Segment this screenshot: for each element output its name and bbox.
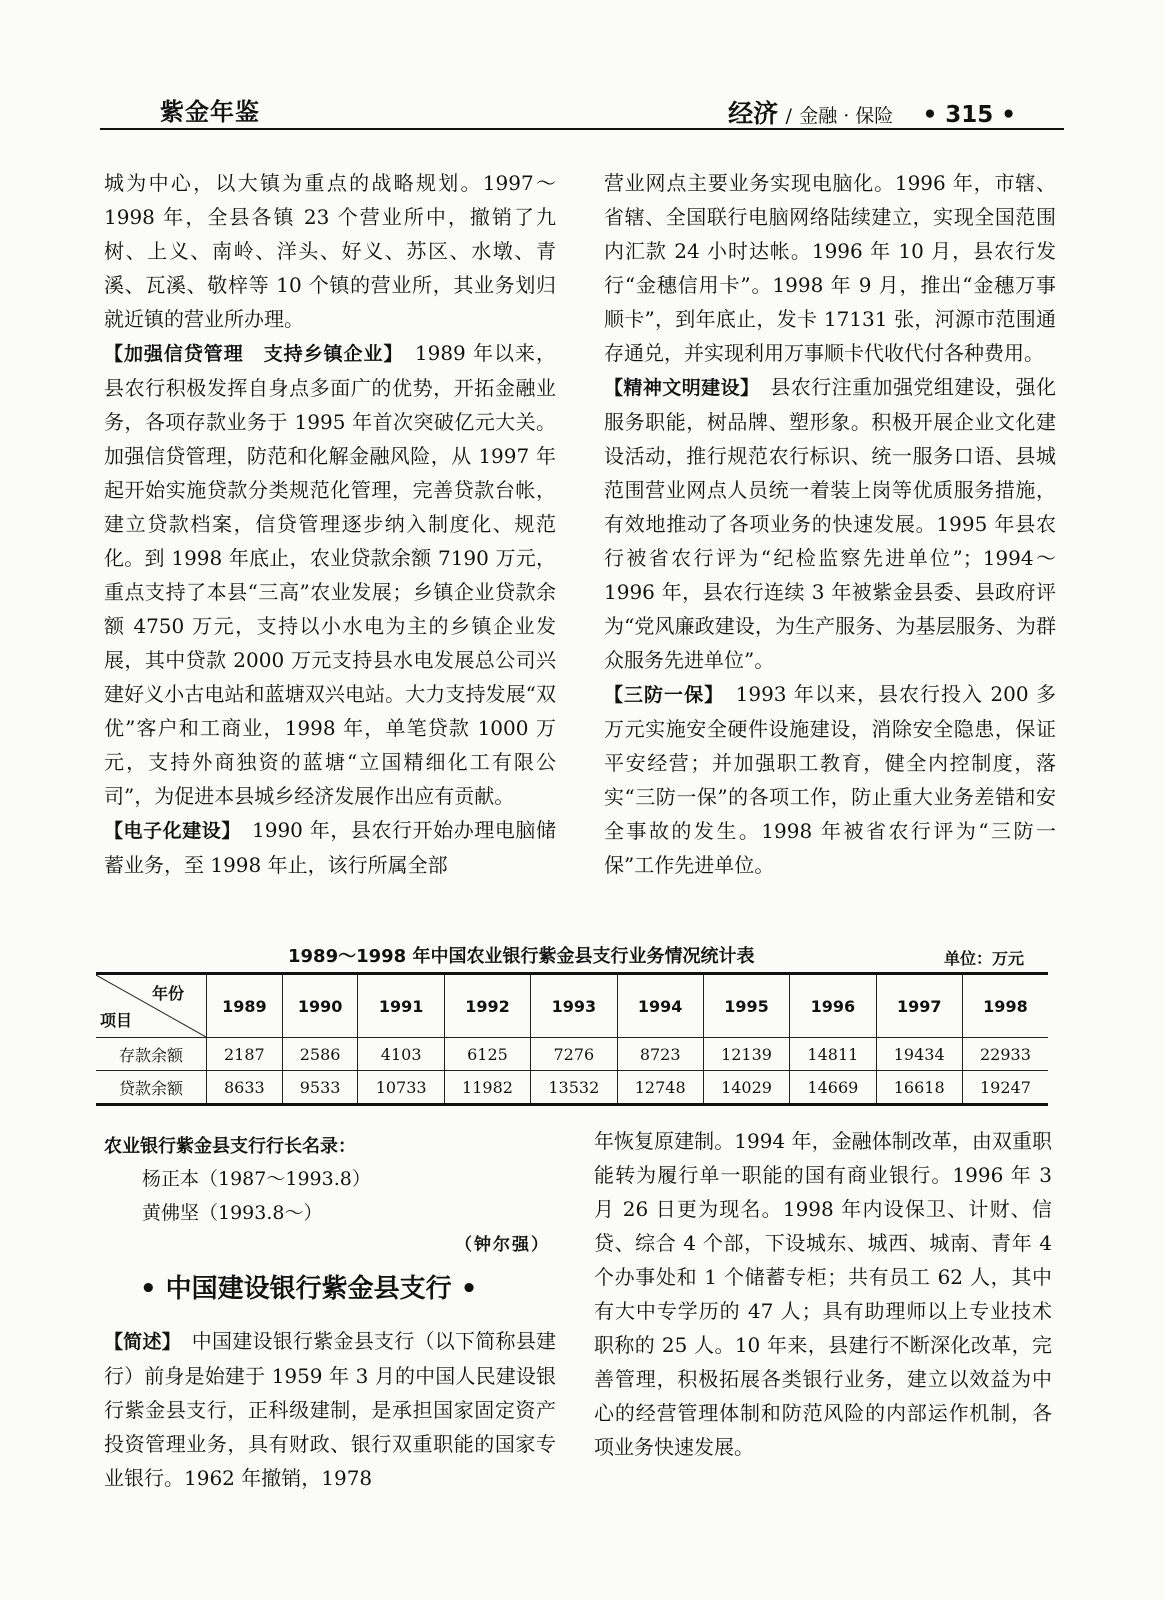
section-main: 经济 [728, 99, 779, 128]
paragraph-text: 1989 年以来，县农行积极发挥自身点多面广的优势，开拓金融业务，各项存款业务于 1995 年首次突破亿元大关。加强信贷管理，防范和化解金融风险，从 1997 年起开始实施贷款分类规范化管理，完善贷款台帐，建立贷款档案，信贷管理逐步纳入制度化、规范化。到 1998 年底止，农业贷款余额 7190 万元，重点支持了本县“三高”农业发展；乡镇企业贷款余额 4750 万元，支持以小水电为主的乡镇企业发展，其中贷款 2000 万元支持县水电发展总公司兴建好义小古电站和蓝塘双兴电站。大力支持发展“双优”客户和工商业，1998 年，单笔贷款 1000 万元，支持外商独资的蓝塘“立国精细化工有限公司”，为促进本县城乡经济发展作出应有贡献。 [104, 341, 556, 808]
header-rule [100, 128, 1064, 130]
author-credit: （钟尔强） [455, 1235, 550, 1255]
paragraph-heading: 【简述】 [104, 1331, 172, 1353]
year-header: 1992 [444, 974, 530, 1038]
roster-title: 农业银行紫金县支行行长名录： [104, 1136, 356, 1157]
roster-list [142, 1162, 371, 1230]
table-corner-cell [96, 974, 207, 1038]
table-unit: 单位：万元 [944, 949, 1025, 968]
left-column [104, 166, 556, 882]
section-title: • 中国建设银行紫金县支行 • [140, 1274, 478, 1304]
table-cell: 14669 [790, 1071, 876, 1105]
paragraph-text: 县农行注重加强党组建设，强化服务职能，树品牌、塑形象。积极开展企业文化建设活动，推行规范农行标识、统一服务口语、县城范围营业网点人员统一着装上岗等优质服务措施，有效地推动了各项业务的快速发展。1995 年县农行被省农行评为“纪检监察先进单位”；1994～1996 年，县农行连续 3 年被紫金县委、县政府评为“党风廉政建设，为生产服务、为基层服务、为群众服务先进单位”。 [604, 375, 1056, 672]
row-label: 贷款余额 [96, 1071, 207, 1105]
table-row [96, 1038, 1048, 1071]
section-right-column [594, 1124, 1052, 1464]
year-header: 1996 [790, 974, 876, 1038]
statistics-table [96, 972, 1048, 1106]
table-cell: 13532 [531, 1071, 617, 1105]
roster-entry: 杨正本（1987～1993.8） [142, 1168, 371, 1190]
table-cell: 4103 [358, 1038, 444, 1071]
table-cell: 8633 [207, 1071, 283, 1105]
year-header: 1995 [703, 974, 789, 1038]
paragraph-text: 1990 年，县农行开始办理电脑储蓄业务，至 1998 年止，该行所属全部 [104, 818, 556, 877]
corner-item-label: 项目 [100, 1011, 133, 1030]
table-header-row [96, 974, 1048, 1038]
paragraph: 营业网点主要业务实现电脑化。1996 年，市辖、省辖、全国联行电脑网络陆续建立，实现全国范围内汇款 24 小时达帐。1996 年 10 月，县农行发行“金穗信用卡”。1998 年 9 月，推出“金穗万事顺卡”，到年底止，发卡 17131 张，河源市范围通存通兑，并实现利用万事顺卡代收代付各种费用。 [604, 171, 1056, 365]
paragraph-heading: 【三防一保】 [604, 684, 715, 706]
paragraph-text: 中国建设银行紫金县支行（以下简称县建行）前身是始建于 1959 年 3 月的中国人民建设银行紫金县支行，正科级建制，是承担国家固定资产投资管理业务，具有财政、银行双重职能的国家专业银行。1962 年撤销，1978 [104, 1329, 556, 1490]
section-separator: / [785, 105, 792, 127]
paragraph-heading: 【精神文明建设】 [604, 377, 750, 399]
section-header [728, 94, 1016, 130]
year-header: 1997 [876, 974, 962, 1038]
table-title: 1989～1998 年中国农业银行紫金县支行业务情况统计表 [288, 946, 755, 967]
table-cell: 14811 [790, 1038, 876, 1071]
year-header: 1994 [617, 974, 703, 1038]
right-column [604, 166, 1056, 882]
section-sub: 金融 · 保险 [799, 105, 894, 127]
table-cell: 2187 [207, 1038, 283, 1071]
table-cell: 9533 [282, 1071, 358, 1105]
paragraph-heading: 【电子化建设】 [104, 820, 232, 842]
year-header: 1990 [282, 974, 358, 1038]
year-header: 1989 [207, 974, 283, 1038]
table-cell: 14029 [703, 1071, 789, 1105]
table-cell: 19247 [962, 1071, 1048, 1105]
section-left-column [104, 1324, 556, 1495]
paragraph: 年恢复原建制。1994 年，金融体制改革，由双重职能转为履行单一职能的国有商业银行。1996 年 3 月 26 日更为现名。1998 年内设保卫、计财、信贷、综合 4 个部，下设城东、城西、城南、青年 4 个办事处和 1 个储蓄专柜；共有员工 62 人，其中有大中专学历的 47 人；具有助理师以上专业技术职称的 25 人。10 年来，县建行不断深化改革，完善管理，积极拓展各类银行业务，建立以效益为中心的经营管理体制和防范风险的内部运作机制，各项业务快速发展。 [594, 1129, 1052, 1459]
corner-year-label: 年份 [151, 984, 184, 1003]
paragraph [604, 677, 1056, 882]
table-cell: 10733 [358, 1071, 444, 1105]
table-cell: 12748 [617, 1071, 703, 1105]
year-header: 1993 [531, 974, 617, 1038]
page-number: • 315 • [922, 102, 1016, 128]
table-cell: 16618 [876, 1071, 962, 1105]
table-cell: 11982 [444, 1071, 530, 1105]
table-cell: 7276 [531, 1038, 617, 1071]
paragraph [604, 370, 1056, 677]
paragraph [104, 813, 556, 882]
roster-entry: 黄佛坚（1993.8～） [142, 1202, 323, 1224]
row-label: 存款余额 [96, 1038, 207, 1071]
table-cell: 2586 [282, 1038, 358, 1071]
year-header: 1998 [962, 974, 1048, 1038]
book-title: 紫金年鉴 [160, 98, 260, 126]
paragraph [104, 336, 556, 813]
table-cell: 8723 [617, 1038, 703, 1071]
table-cell: 6125 [444, 1038, 530, 1071]
table-cell: 12139 [703, 1038, 789, 1071]
paragraph-heading: 【加强信贷管理 支持乡镇企业】 [104, 343, 394, 365]
table-row [96, 1071, 1048, 1105]
paragraph-text: 1993 年以来，县农行投入 200 多万元实施安全硬件设施建设，消除安全隐患，保证平安经营；并加强职工教育，健全内控制度，落实“三防一保”的各项工作，防止重大业务差错和安全事故的发生。1998 年被省农行评为“三防一保”工作先进单位。 [604, 682, 1056, 877]
year-header: 1991 [358, 974, 444, 1038]
table-cell: 19434 [876, 1038, 962, 1071]
table-cell: 22933 [962, 1038, 1048, 1071]
paragraph: 城为中心，以大镇为重点的战略规划。1997～1998 年，全县各镇 23 个营业所中，撤销了九树、上义、南岭、洋头、好义、苏区、水墩、青溪、瓦溪、敬梓等 10 个镇的营业所，其业务划归就近镇的营业所办理。 [104, 171, 556, 331]
paragraph [104, 1324, 556, 1495]
